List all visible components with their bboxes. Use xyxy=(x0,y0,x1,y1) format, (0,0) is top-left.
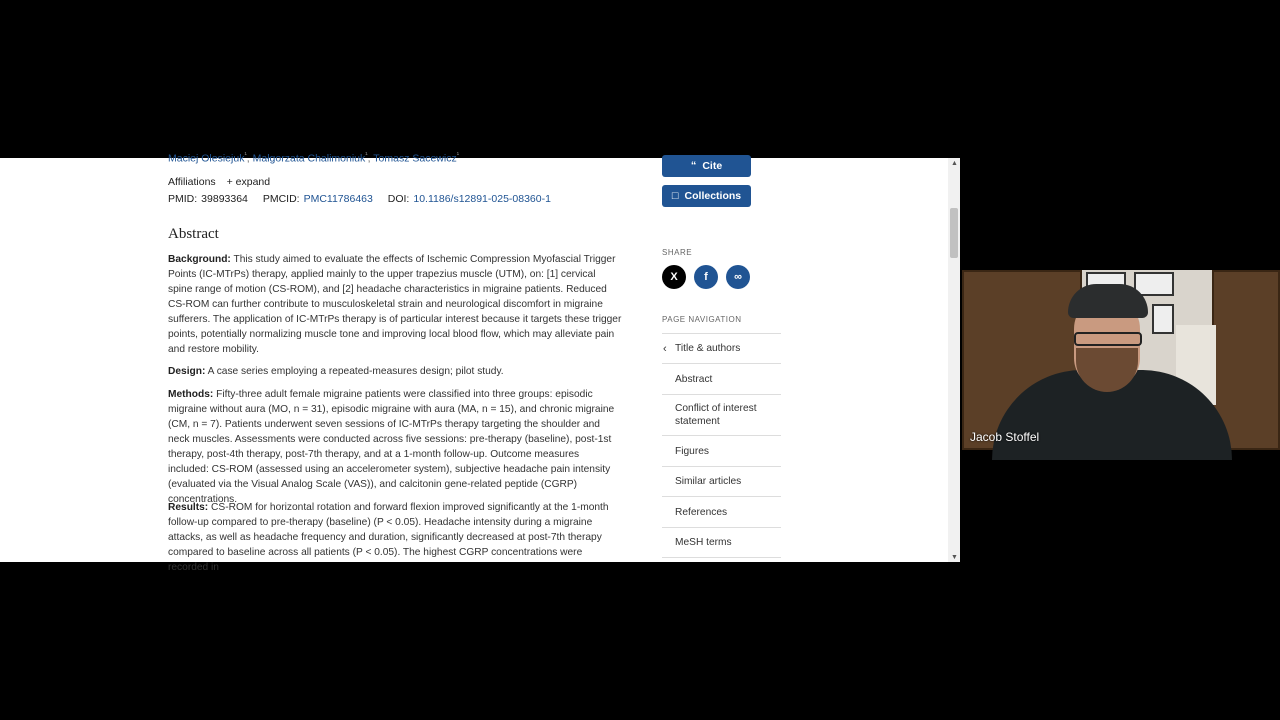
expand-label: expand xyxy=(235,176,271,188)
results-text: CS-ROM for horizontal rotation and forward flexion improved significantly at the 1-month follow-up compared to pre-therapy (baseline) (P < 0.05). Headache intensity during a migraine attacks, as well as headache frequency and duration, significantly decreased at post-7th therapy compared to baseline across all patients (P < 0.05). The highest CGRP concentrations were recorded in xyxy=(168,502,609,573)
pmcid-label: PMCID: xyxy=(262,193,300,205)
pmid-label: PMID: xyxy=(168,193,198,205)
chevron-left-icon: ‹ xyxy=(663,342,667,355)
page-navigation-list xyxy=(662,333,781,558)
person-cap xyxy=(1068,284,1148,318)
doi-label: DOI: xyxy=(387,193,410,205)
author-separator: , xyxy=(246,152,253,165)
cite-label: Cite xyxy=(702,160,723,172)
nav-item-label: Title & authors xyxy=(675,343,741,354)
abstract-background xyxy=(168,252,622,357)
nav-item-mesh-terms[interactable] xyxy=(662,528,781,558)
participant-name: Jacob Stoffel xyxy=(970,430,1040,444)
nav-item-similar-articles[interactable] xyxy=(662,467,781,497)
collections-button[interactable] xyxy=(662,185,751,207)
author-link[interactable]: Maciej Olesiejuk xyxy=(168,152,245,165)
methods-text: Fifty-three adult female migraine patients were classified into three groups: episodic migraine without aura (MO, n = 31), episodic migraine with aura (MA, n = 15), and chronic migraine (CM, n = 7). Patients underwent seven sessions of IC-MTrPs therapy targeting the shoulder and neck muscles. Assessments were conducted across five sessions: pre-therapy (baseline), post-1st therapy, post-4th therapy, post-7th therapy, and at a 1-month follow-up. Outcome measures included: CS-ROM (assessed using an accelerometer system), subjective headache pain intensity (evaluated via the Visual Analog Scale (VAS)), and calcitonin gene-related peptide (CGRP) concentrations. xyxy=(168,389,615,505)
nav-item-label: References xyxy=(675,506,728,518)
bookmark-icon: □ xyxy=(671,190,679,202)
nav-item-abstract[interactable] xyxy=(662,364,781,395)
results-label: Results: xyxy=(168,502,209,513)
facebook-share-icon[interactable]: f xyxy=(694,265,718,289)
abstract-methods xyxy=(168,387,622,507)
nav-item-label: Figures xyxy=(675,445,709,457)
author-link[interactable]: Tomasz Sacewicz xyxy=(373,152,457,165)
scroll-down-arrow-icon[interactable]: ▼ xyxy=(951,554,958,561)
link-share-icon[interactable]: ∞ xyxy=(726,265,750,289)
cite-button[interactable] xyxy=(662,155,751,177)
vertical-scrollbar[interactable] xyxy=(948,158,960,562)
wall-frame xyxy=(1152,304,1174,334)
nav-item-references[interactable] xyxy=(662,497,781,528)
expand-affiliations-button[interactable] xyxy=(227,176,271,188)
scrollbar-thumb[interactable] xyxy=(950,208,958,258)
background-text: This study aimed to evaluate the effects of Ischemic Compression Myofascial Trigger Points (IC-MTrPs) therapy, applied mainly to the upper trapezius muscle (UTM), on: [1] cervical spine range of motion (CS-ROM), and [2] headache characteristics in migraine patients. Reduced CS-ROM can further contribute to musculoskeletal strain and neurological discomfort in migraine sufferers. The application of IC-MTrPs therapy is of particular interest because it targets these trigger points, potentially normalizing muscle tone and improving local blood flow, which may alleviate pain and restore mobility. xyxy=(168,254,622,355)
page-navigation-heading: PAGE NAVIGATION xyxy=(662,315,742,324)
pmid-value: 39893364 xyxy=(201,193,248,205)
design-text: A case series employing a repeated-measures design; pilot study. xyxy=(207,366,504,377)
author-separator: , xyxy=(367,152,374,165)
nav-item-label: Conflict of interest statement xyxy=(675,403,757,427)
affiliations-label: Affiliations xyxy=(168,176,216,188)
pmcid-link[interactable]: PMC11786463 xyxy=(303,193,373,205)
nav-item-label: Similar articles xyxy=(675,476,742,487)
nav-item-label: Abstract xyxy=(675,373,713,385)
abstract-heading: Abstract xyxy=(168,226,219,242)
author-link[interactable]: Małgorzata Chalimoniuk xyxy=(252,152,366,165)
identifiers-row xyxy=(168,193,551,205)
abstract-design xyxy=(168,364,622,379)
scroll-up-arrow-icon[interactable]: ▲ xyxy=(951,160,958,167)
share-heading: SHARE xyxy=(662,248,693,257)
author-affil-sup[interactable]: ¹ xyxy=(365,152,368,159)
background-label: Background: xyxy=(168,254,231,265)
abstract-results xyxy=(168,500,622,575)
x-share-icon[interactable]: X xyxy=(662,265,686,289)
author-affil-sup[interactable]: ¹ xyxy=(244,152,247,159)
article-page xyxy=(0,152,948,573)
doi-link[interactable]: 10.1186/s12891-025-08360-1 xyxy=(413,193,551,205)
nav-item-figures[interactable] xyxy=(662,436,781,467)
plus-icon: + xyxy=(226,176,233,188)
methods-label: Methods: xyxy=(168,389,214,400)
author-affil-sup[interactable]: ¹ xyxy=(456,152,460,159)
browser-viewport xyxy=(0,152,960,573)
affiliations-row xyxy=(168,176,270,188)
author-list xyxy=(168,152,459,165)
nav-item-conflict[interactable] xyxy=(662,395,781,436)
nav-item-label: MeSH terms xyxy=(675,537,732,548)
quote-icon: “ xyxy=(690,160,697,172)
nav-item-title-authors[interactable] xyxy=(662,334,781,364)
person-glasses xyxy=(1074,332,1142,346)
webcam-tile xyxy=(962,270,1280,450)
collections-label: Collections xyxy=(684,190,742,202)
design-label: Design: xyxy=(168,366,206,377)
